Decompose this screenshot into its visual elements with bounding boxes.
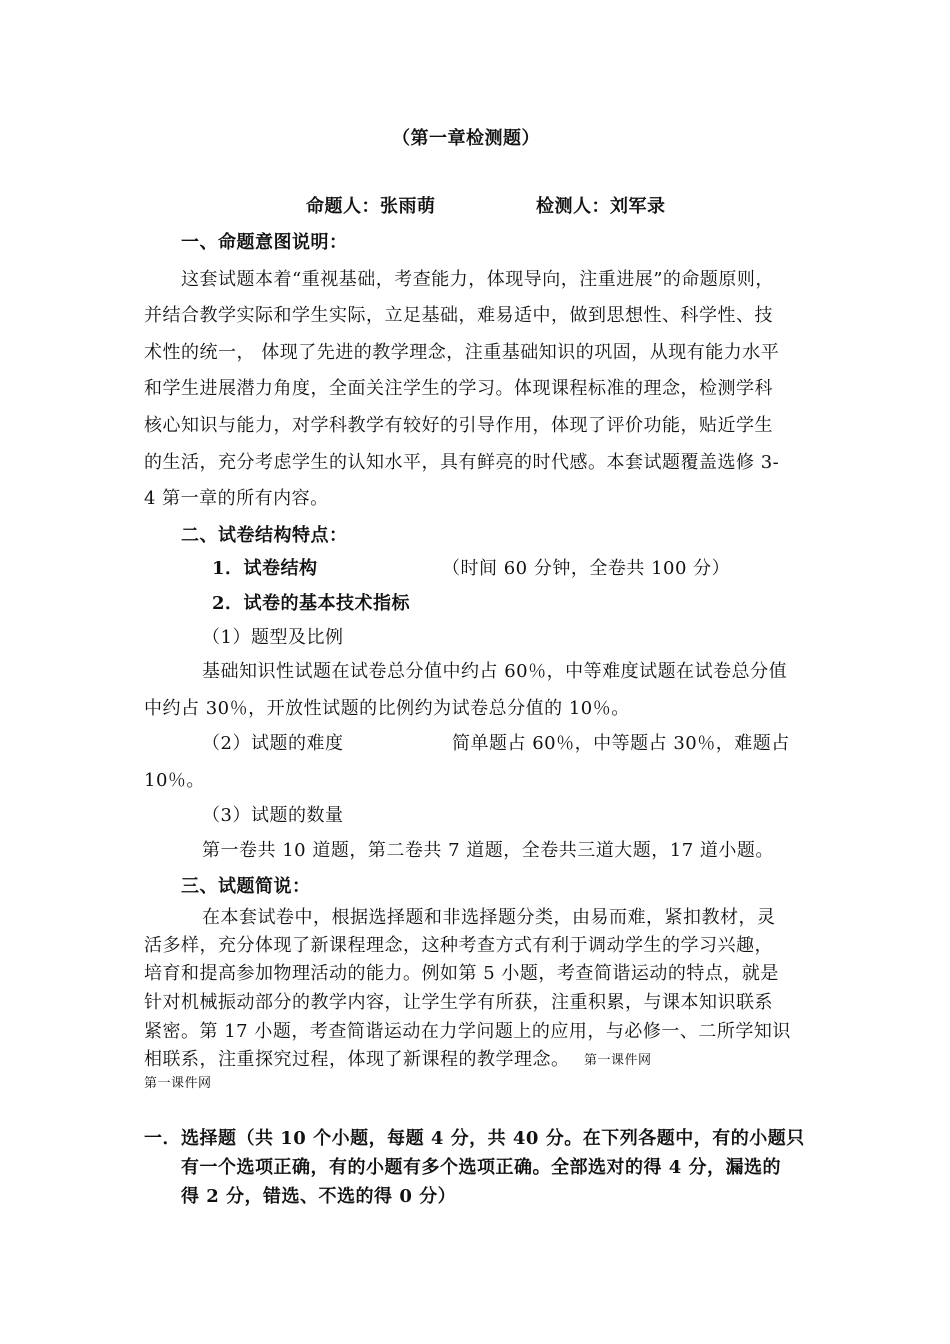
section3-line: 针对机械振动部分的教学内容，让学生学有所获，注重积累，与课本知识联系 bbox=[144, 992, 773, 1013]
structure-note: （时间 60 分钟，全卷共 100 分） bbox=[442, 558, 731, 579]
page-title: （第一章检测题） bbox=[392, 128, 540, 149]
section3-line: 在本套试卷中，根据选择题和非选择题分类，由易而难，紧扣教材，灵 bbox=[202, 907, 776, 928]
section1-line: 和学生进展潜力角度，全面关注学生的学习。体现课程标准的理念，检测学科 bbox=[144, 378, 773, 399]
section1-heading: 一、命题意图说明： bbox=[181, 232, 348, 253]
section1-line: 术性的统一， 体现了先进的教学理念，注重基础知识的巩固，从现有能力水平 bbox=[144, 342, 780, 363]
section3-line: 相联系，注重探究过程，体现了新课程的教学理念。 bbox=[144, 1049, 570, 1070]
difficulty-label: （2）试题的难度 bbox=[202, 733, 344, 754]
quantity-text: 第一卷共 10 道题，第二卷共 7 道题，全卷共三道大题，17 道小题。 bbox=[202, 840, 774, 861]
section3-line: 培育和提高参加物理活动的能力。例如第 5 小题，考查简谐运动的特点，就是 bbox=[144, 963, 779, 984]
structure-label: 1．试卷结构 bbox=[212, 558, 318, 579]
difficulty-text: 简单题占 60％，中等题占 30％，难题占 bbox=[452, 733, 790, 754]
checker-name: 检测人：刘军录 bbox=[536, 196, 666, 217]
question-type-line: 中约占 30％，开放性试题的比例约为试卷总分值的 10％。 bbox=[144, 698, 630, 719]
question-type-line: 基础知识性试题在试卷总分值中约占 60％，中等难度试题在试卷总分值 bbox=[202, 661, 788, 682]
section3-line: 紧密。第 17 小题，考查简谐运动在力学问题上的应用，与必修一、二所学知识 bbox=[144, 1021, 791, 1042]
watermark-inline: 第一课件网 bbox=[584, 1053, 652, 1068]
question-section-line: 一．选择题（共 10 个小题，每题 4 分，共 40 分。在下列各题中，有的小题只 bbox=[144, 1128, 805, 1149]
section1-line: 核心知识与能力，对学科教学有较好的引导作用，体现了评价功能，贴近学生 bbox=[144, 415, 773, 436]
section3-heading: 三、试题简说： bbox=[181, 876, 311, 897]
section1-line: 这套试题本着“重视基础，考查能力，体现导向，注重进展”的命题原则， bbox=[181, 269, 774, 290]
section3-line: 活多样，充分体现了新课程理念，这种考查方式有利于调动学生的学习兴趣， bbox=[144, 935, 773, 956]
question-section-line: 有一个选项正确，有的小题有多个选项正确。全部选对的得 4 分，漏选的 bbox=[181, 1157, 782, 1178]
section1-line: 并结合教学实际和学生实际，立足基础，难易适中，做到思想性、科学性、技 bbox=[144, 305, 773, 326]
difficulty-cont: 10％。 bbox=[144, 770, 205, 791]
setter-name: 命题人：张雨萌 bbox=[306, 196, 436, 217]
section1-line: 4 第一章的所有内容。 bbox=[144, 488, 329, 509]
tech-index-label: 2．试卷的基本技术指标 bbox=[212, 593, 411, 614]
question-section-line: 得 2 分，错选、不选的得 0 分） bbox=[181, 1186, 457, 1207]
quantity-label: （3）试题的数量 bbox=[202, 805, 344, 826]
question-type-label: （1）题型及比例 bbox=[202, 627, 344, 648]
section2-heading: 二、试卷结构特点： bbox=[181, 525, 348, 546]
section1-line: 的生活，充分考虑学生的认知水平，具有鲜亮的时代感。本套试题覆盖选修 3- bbox=[144, 452, 780, 473]
watermark-line: 第一课件网 bbox=[144, 1076, 212, 1091]
